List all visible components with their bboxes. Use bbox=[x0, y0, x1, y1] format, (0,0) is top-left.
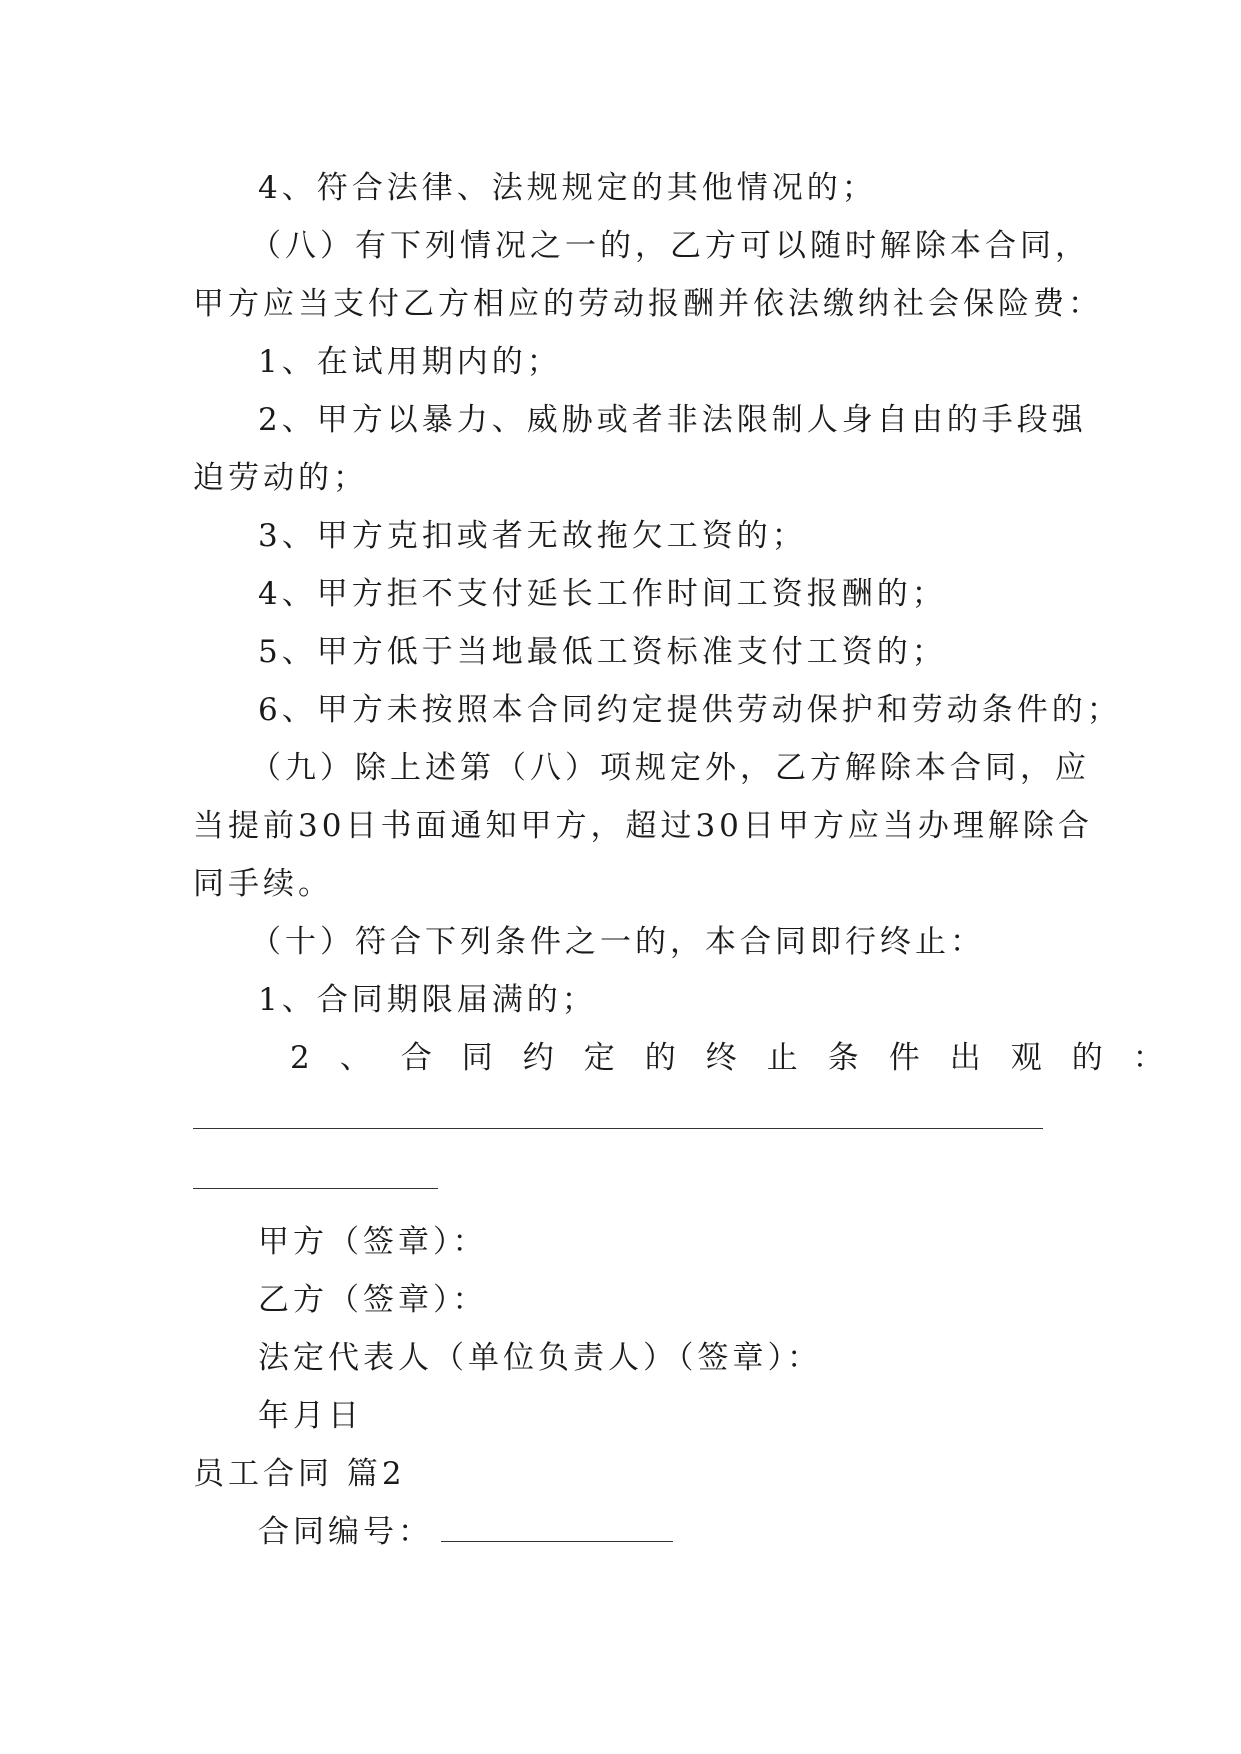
paragraph-clause-1: 1、在试用期内的； bbox=[258, 344, 562, 380]
paragraph-termination-1: 1、合同期限届满的； bbox=[258, 982, 597, 1018]
paragraph-clause-4b: 4、甲方拒不支付延长工作时间工资报酬的； bbox=[258, 576, 947, 612]
paragraph-clause-2-line2: 迫劳动的； bbox=[193, 460, 368, 496]
paragraph-item-9-line2: 当提前30日书面通知甲方，超过30日甲方应当办理解除合 bbox=[193, 808, 1093, 844]
paragraph-clause-2-line1: 2、甲方以暴力、威胁或者非法限制人身自由的手段强 bbox=[258, 402, 1087, 438]
paragraph-item-10: （十）符合下列条件之一的，本合同即行终止： bbox=[250, 924, 985, 960]
paragraph-clause-6: 6、甲方未按照本合同约定提供劳动保护和劳动条件的； bbox=[258, 692, 1122, 728]
paragraph-item-9-line1: （九）除上述第（八）项规定外，乙方解除本合同，应 bbox=[250, 750, 1090, 786]
signature-date: 年月日 bbox=[258, 1398, 363, 1434]
fill-in-line-2 bbox=[193, 1188, 438, 1189]
paragraph-termination-2: 2、合同约定的终止条件出观的： bbox=[290, 1040, 1194, 1076]
signature-legal-rep: 法定代表人（单位负责人）（签章）： bbox=[258, 1340, 822, 1376]
contract-number-blank bbox=[441, 1519, 673, 1542]
contract-number-row bbox=[258, 1512, 1138, 1552]
signature-party-b: 乙方（签章）： bbox=[258, 1282, 488, 1318]
paragraph-clause-3: 3、甲方克扣或者无故拖欠工资的； bbox=[258, 518, 807, 554]
paragraph-clause-5: 5、甲方低于当地最低工资标准支付工资的； bbox=[258, 634, 947, 670]
paragraph-clause-4: 4、符合法律、法规规定的其他情况的； bbox=[258, 170, 877, 206]
paragraph-item-9-line3: 同手续。 bbox=[193, 866, 333, 902]
paragraph-item-8-line1: （八）有下列情况之一的，乙方可以随时解除本合同， bbox=[250, 228, 1090, 264]
fill-in-line-1 bbox=[193, 1128, 1043, 1129]
section-title: 员工合同 篇2 bbox=[193, 1456, 406, 1492]
signature-party-a: 甲方（签章）： bbox=[258, 1224, 488, 1260]
contract-number-label: 合同编号： bbox=[258, 1514, 433, 1550]
paragraph-item-8-line2: 甲方应当支付乙方相应的劳动报酬并依法缴纳社会保险费： bbox=[193, 286, 1103, 322]
